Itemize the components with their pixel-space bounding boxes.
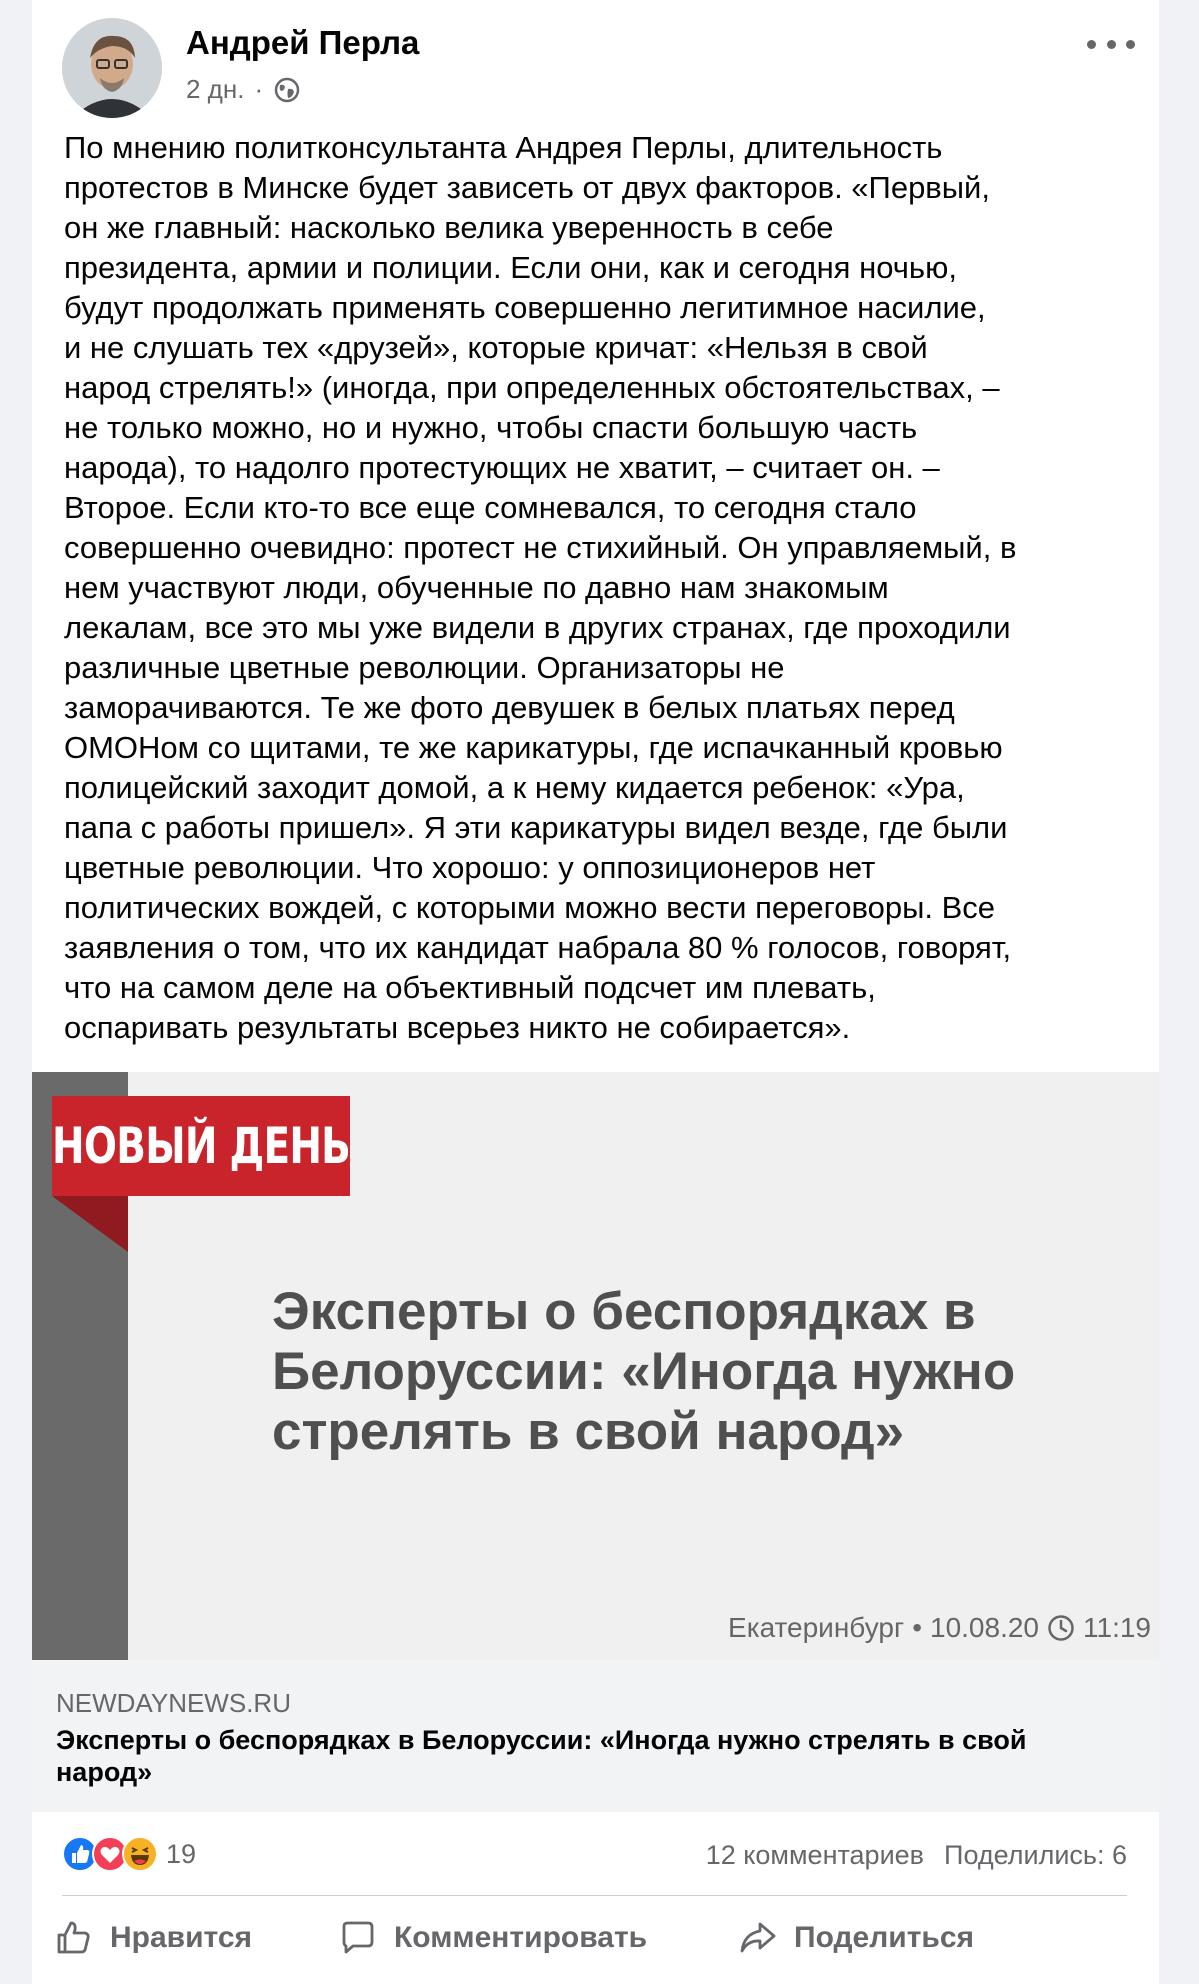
- more-dot: [1107, 40, 1116, 49]
- avatar-image: [62, 18, 162, 118]
- image-date: 10.08.20: [930, 1612, 1039, 1643]
- reactions-summary[interactable]: [62, 1834, 196, 1874]
- haha-icon: [122, 1836, 158, 1872]
- stats-right: [706, 1840, 1127, 1871]
- brand-flag-fold: [52, 1196, 128, 1252]
- more-dots-icon: [1087, 40, 1096, 49]
- image-headline: Эксперты о беспорядках в Белоруссии: «Иногда нужно стрелять в свой народ»: [272, 1282, 1016, 1461]
- shares-count[interactable]: Поделились: 6: [944, 1840, 1127, 1870]
- image-time: 11:19: [1083, 1612, 1151, 1643]
- more-dot: [1126, 40, 1135, 49]
- more-options-button[interactable]: [1087, 28, 1135, 60]
- reactions-count: 19: [166, 1838, 197, 1869]
- like-label: Нравится: [110, 1921, 253, 1954]
- post-meta: [186, 74, 301, 105]
- comments-count[interactable]: 12 комментариев: [705, 1840, 925, 1870]
- post-text: По мнению политконсультанта Андрея Перлы, длительность протестов в Минске будет зависеть от двух факторов. «Первый, он же главный: насколько велика уверенность в себе президента, армии и полиции. Если они, как и сегодня ночью, будут продолжать применять совершенно легитимное насилие, и не слушать тех «друзей», которые кричат: «Нельзя в свой народ стрелять!» (иногда, при определенных обстоятельствах, – не только можно, но и нужно, чтобы спасти большую часть народа), то надолго протестующих не хватит, – считает он. – Второе. Если кто-то все еще сомневался, то сегодня стало совершенно очевидно: протест не стихийный. Он управляемый, в нем участвуют люди, обученные по давно нам знакомым лекалам, все это мы уже видели в других странах, где проходили различные цветные революции. Организаторы не заморачиваются. Те же фото девушек в белых платьях перед ОМОНом со щитами, те же карикатуры, где испачканный кровью полицейский заходит домой, а к нему кидается ребенок: «Ура, папа с работы пришел». Я эти карикатуры видел везде, где были цветные революции. Что хорошо: у оппозиционеров нет политических вождей, с которыми можно вести переговоры. Все заявления о том, что их кандидат набрала 80 % голосов, говорят, что на самом деле на объективный подсчет им плевать, оспаривать результаты всерьез никто не собирается».: [64, 130, 1017, 1045]
- share-button[interactable]: [738, 1918, 974, 1958]
- comment-icon: [338, 1918, 378, 1958]
- comment-button[interactable]: [338, 1918, 647, 1958]
- thumbs-up-icon: [54, 1918, 94, 1958]
- post-stats: [32, 1812, 1159, 1896]
- link-domain: NEWDAYNEWS.RU: [56, 1688, 291, 1718]
- post-header: [32, 0, 1159, 128]
- link-preview-meta[interactable]: [32, 1660, 1159, 1812]
- image-bullet: •: [912, 1612, 922, 1643]
- post-time[interactable]: 2 дн.: [186, 74, 245, 104]
- author-name[interactable]: Андрей Перла: [186, 24, 420, 61]
- brand-logo-text: НОВЫЙ ДЕНЬ: [51, 1117, 351, 1175]
- avatar[interactable]: [62, 18, 162, 118]
- like-button[interactable]: [54, 1918, 252, 1958]
- link-title: Эксперты о беспорядках в Белоруссии: «Иногда нужно стрелять в свой народ»: [56, 1725, 1027, 1787]
- meta-separator: ·: [254, 74, 264, 104]
- comment-label: Комментировать: [394, 1921, 648, 1954]
- brand-logo: [52, 1096, 350, 1196]
- image-location: Екатеринбург: [728, 1612, 905, 1643]
- clock-icon: [1047, 1614, 1075, 1642]
- action-bar: [32, 1896, 1159, 1984]
- share-icon: [738, 1918, 778, 1958]
- post-card: [32, 0, 1159, 1984]
- share-label: Поделиться: [794, 1921, 975, 1954]
- globe-icon: [273, 76, 301, 104]
- image-footer: [728, 1612, 1151, 1644]
- link-preview-image[interactable]: [32, 1072, 1159, 1660]
